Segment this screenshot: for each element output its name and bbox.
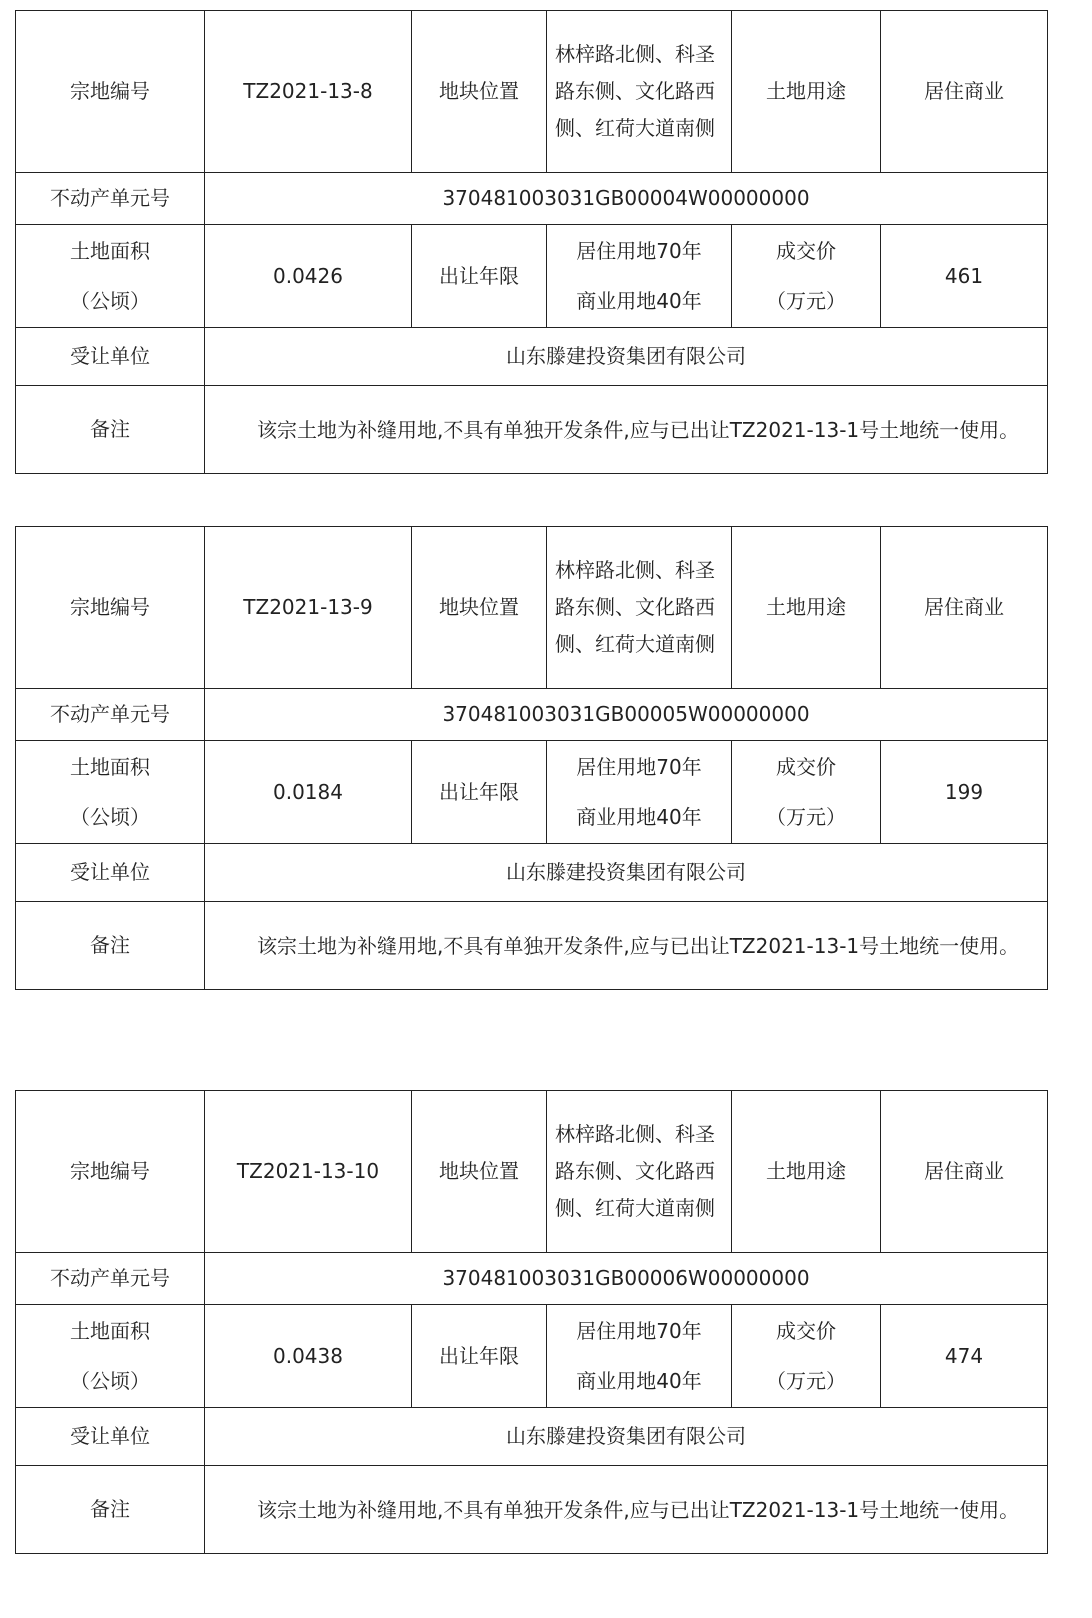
location-label: 地块位置 bbox=[412, 1091, 547, 1253]
land-use-label: 土地用途 bbox=[732, 527, 881, 689]
term-value bbox=[547, 741, 732, 844]
area-value: 0.0184 bbox=[205, 741, 412, 844]
price-value: 461 bbox=[881, 225, 1048, 328]
parcel-table-1 bbox=[15, 10, 1048, 474]
remarks-value bbox=[205, 1466, 1048, 1554]
term-label: 出让年限 bbox=[412, 225, 547, 328]
term-line2: 商业用地40年 bbox=[576, 1369, 702, 1393]
table-row bbox=[16, 225, 1048, 328]
area-label-line1: 土地面积 bbox=[70, 755, 150, 779]
remarks-value bbox=[205, 386, 1048, 474]
term-line1: 居住用地70年 bbox=[576, 239, 702, 263]
term-line2: 商业用地40年 bbox=[576, 289, 702, 313]
price-label bbox=[732, 1305, 881, 1408]
table-row bbox=[16, 527, 1048, 689]
parcel-no-label: 宗地编号 bbox=[16, 527, 205, 689]
location-value: 林梓路北侧、科圣路东侧、文化路西侧、红荷大道南侧 bbox=[547, 527, 732, 689]
remarks-text: 该宗土地为补缝用地,不具有单独开发条件,应与已出让TZ2021-13-1号土地统一使用。 bbox=[257, 933, 1020, 958]
area-label bbox=[16, 225, 205, 328]
location-label: 地块位置 bbox=[412, 11, 547, 173]
unit-no-value: 370481003031GB00004W00000000 bbox=[205, 173, 1048, 225]
table-row bbox=[16, 844, 1048, 902]
location-value: 林梓路北侧、科圣路东侧、文化路西侧、红荷大道南侧 bbox=[547, 11, 732, 173]
term-value bbox=[547, 225, 732, 328]
transferee-value: 山东滕建投资集团有限公司 bbox=[205, 1408, 1048, 1466]
table-row bbox=[16, 1466, 1048, 1554]
term-label: 出让年限 bbox=[412, 1305, 547, 1408]
table-row bbox=[16, 1091, 1048, 1253]
remarks-label: 备注 bbox=[16, 902, 205, 990]
parcel-no-label: 宗地编号 bbox=[16, 1091, 205, 1253]
land-use-value: 居住商业 bbox=[881, 1091, 1048, 1253]
price-label-line1: 成交价 bbox=[776, 1319, 836, 1343]
land-use-label: 土地用途 bbox=[732, 1091, 881, 1253]
area-label-line2: （公顷） bbox=[70, 805, 150, 829]
table-row bbox=[16, 1408, 1048, 1466]
term-line2: 商业用地40年 bbox=[576, 805, 702, 829]
table-row bbox=[16, 741, 1048, 844]
unit-no-value: 370481003031GB00005W00000000 bbox=[205, 689, 1048, 741]
area-label-line1: 土地面积 bbox=[70, 1319, 150, 1343]
table-row bbox=[16, 1253, 1048, 1305]
price-label-line2: （万元） bbox=[766, 289, 846, 313]
parcel-table-3 bbox=[15, 1090, 1048, 1554]
term-value bbox=[547, 1305, 732, 1408]
price-label-line2: （万元） bbox=[766, 1369, 846, 1393]
remarks-text: 该宗土地为补缝用地,不具有单独开发条件,应与已出让TZ2021-13-1号土地统一使用。 bbox=[257, 417, 1020, 442]
table-row bbox=[16, 689, 1048, 741]
parcel-no-value: TZ2021-13-10 bbox=[205, 1091, 412, 1253]
table-row bbox=[16, 386, 1048, 474]
area-label-line2: （公顷） bbox=[70, 1369, 150, 1393]
term-line1: 居住用地70年 bbox=[576, 1319, 702, 1343]
remarks-value bbox=[205, 902, 1048, 990]
price-value: 199 bbox=[881, 741, 1048, 844]
term-label: 出让年限 bbox=[412, 741, 547, 844]
area-label-line1: 土地面积 bbox=[70, 239, 150, 263]
remarks-label: 备注 bbox=[16, 386, 205, 474]
price-label-line2: （万元） bbox=[766, 805, 846, 829]
land-use-value: 居住商业 bbox=[881, 11, 1048, 173]
remarks-text: 该宗土地为补缝用地,不具有单独开发条件,应与已出让TZ2021-13-1号土地统一使用。 bbox=[257, 1497, 1020, 1522]
transferee-value: 山东滕建投资集团有限公司 bbox=[205, 844, 1048, 902]
unit-no-label: 不动产单元号 bbox=[16, 173, 205, 225]
parcel-no-value: TZ2021-13-9 bbox=[205, 527, 412, 689]
land-use-value: 居住商业 bbox=[881, 527, 1048, 689]
parcel-no-value: TZ2021-13-8 bbox=[205, 11, 412, 173]
table-row bbox=[16, 902, 1048, 990]
area-label-line2: （公顷） bbox=[70, 289, 150, 313]
price-label-line1: 成交价 bbox=[776, 755, 836, 779]
unit-no-label: 不动产单元号 bbox=[16, 689, 205, 741]
unit-no-value: 370481003031GB00006W00000000 bbox=[205, 1253, 1048, 1305]
term-line1: 居住用地70年 bbox=[576, 755, 702, 779]
price-label bbox=[732, 741, 881, 844]
area-label bbox=[16, 741, 205, 844]
table-row bbox=[16, 11, 1048, 173]
table-row bbox=[16, 328, 1048, 386]
parcel-no-label: 宗地编号 bbox=[16, 11, 205, 173]
transferee-value: 山东滕建投资集团有限公司 bbox=[205, 328, 1048, 386]
unit-no-label: 不动产单元号 bbox=[16, 1253, 205, 1305]
price-value: 474 bbox=[881, 1305, 1048, 1408]
parcel-table-2 bbox=[15, 526, 1048, 990]
area-label bbox=[16, 1305, 205, 1408]
location-label: 地块位置 bbox=[412, 527, 547, 689]
location-value: 林梓路北侧、科圣路东侧、文化路西侧、红荷大道南侧 bbox=[547, 1091, 732, 1253]
table-row bbox=[16, 173, 1048, 225]
remarks-label: 备注 bbox=[16, 1466, 205, 1554]
land-use-label: 土地用途 bbox=[732, 11, 881, 173]
transferee-label: 受让单位 bbox=[16, 328, 205, 386]
table-row bbox=[16, 1305, 1048, 1408]
area-value: 0.0438 bbox=[205, 1305, 412, 1408]
price-label-line1: 成交价 bbox=[776, 239, 836, 263]
area-value: 0.0426 bbox=[205, 225, 412, 328]
transferee-label: 受让单位 bbox=[16, 1408, 205, 1466]
price-label bbox=[732, 225, 881, 328]
transferee-label: 受让单位 bbox=[16, 844, 205, 902]
